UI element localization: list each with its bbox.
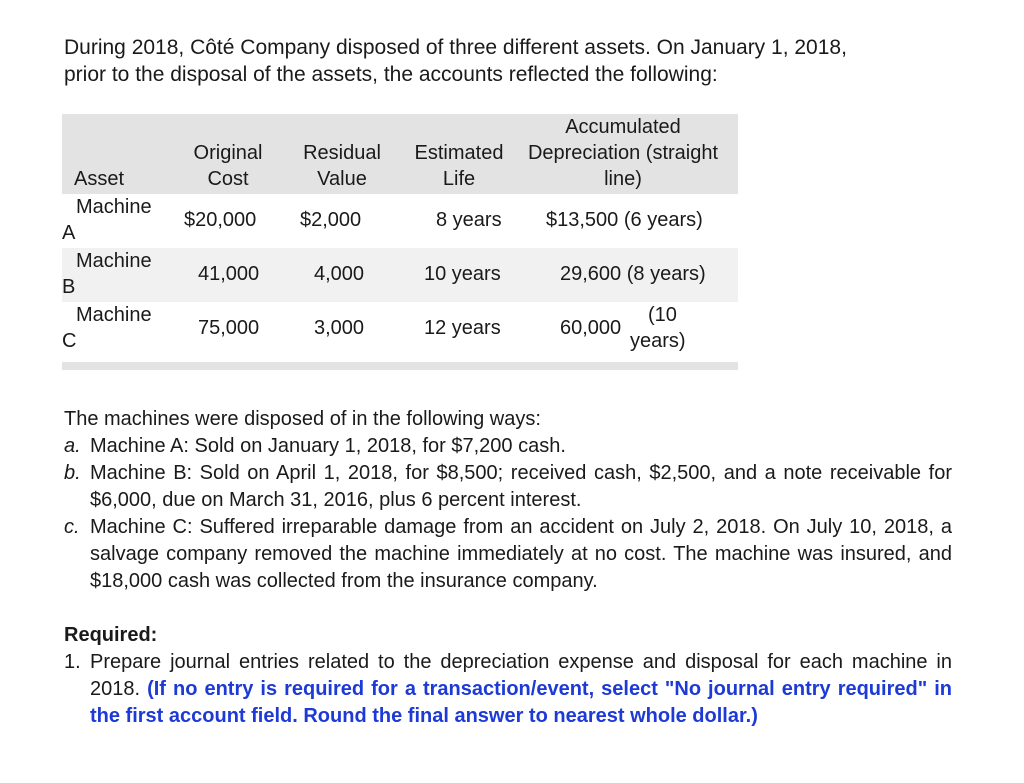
- list-item: [64, 649, 952, 730]
- asset-name-line-2: B: [62, 276, 76, 298]
- item-text: Machine B: Sold on April 1, 2018, for $8,500; received cash, $2,500, and a note receivable for $6,000, due on March 31, 2016, plus 6 percent interest.: [90, 462, 952, 511]
- asset-name-line-1: Machine: [76, 196, 152, 218]
- item-text: Machine A: Sold on January 1, 2018, for $7,200 cash.: [90, 435, 566, 457]
- table-header: [62, 114, 738, 194]
- intro-line-1: During 2018, Côté Company disposed of three different assets. On January 1, 2018,: [64, 36, 847, 59]
- asset-name-line-1: Machine: [76, 250, 152, 272]
- required-section: [64, 622, 952, 730]
- header-residual-value: Residual Value: [303, 142, 381, 190]
- accumulated-depreciation-years-line-1: (10: [648, 304, 677, 326]
- estimated-life: 8 years: [436, 209, 502, 231]
- intro-line-2: prior to the disposal of the assets, the accounts reflected the following:: [64, 63, 718, 86]
- table-footer-bar: [62, 362, 738, 370]
- header-accumulated-depreciation: Accumulated Depreciation (straight line): [527, 116, 719, 190]
- list-item: [64, 460, 952, 514]
- instruction-note: (If no entry is required for a transaction/event, select "No journal entry required" in the first account field. Round the final answer to nearest whole dollar.): [90, 678, 952, 727]
- item-text: Prepare journal entries related to the depreciation expense and disposal for each machine in 2018.: [90, 651, 952, 700]
- list-item: [64, 514, 952, 595]
- estimated-life: 12 years: [424, 317, 501, 339]
- accumulated-depreciation: 29,600 (8 years): [560, 263, 706, 285]
- asset-name-line-1: Machine: [76, 304, 152, 326]
- disposal-section: [64, 406, 952, 595]
- residual-value: 4,000: [314, 263, 365, 285]
- original-cost: 75,000: [198, 317, 260, 339]
- table-row: [62, 302, 738, 356]
- item-text: Machine C: Suffered irreparable damage from an accident on July 2, 2018. On July 10, 2018, a salvage company removed the machine immediately at no cost. The machine was insured, and $18,000 cash was collected from the insurance company.: [90, 516, 952, 592]
- residual-value: $2,000: [300, 209, 362, 231]
- estimated-life: 10 years: [424, 263, 501, 285]
- accumulated-depreciation: $13,500 (6 years): [546, 209, 703, 231]
- disposal-lead: The machines were disposed of in the following ways:: [64, 408, 541, 430]
- item-marker: c.: [64, 516, 80, 538]
- required-title: Required:: [64, 624, 158, 646]
- asset-name-line-2: C: [62, 330, 77, 352]
- header-original-cost: Original Cost: [193, 142, 263, 190]
- list-item: [64, 433, 952, 460]
- accumulated-depreciation-years-line-2: years): [630, 330, 686, 352]
- original-cost: 41,000: [198, 263, 260, 285]
- accumulated-depreciation-value: 60,000: [560, 317, 622, 339]
- residual-value: 3,000: [314, 317, 365, 339]
- table-row: [62, 194, 738, 248]
- header-asset: Asset: [74, 168, 125, 190]
- asset-table: [62, 114, 738, 356]
- intro-paragraph: [64, 34, 964, 88]
- header-estimated-life: Estimated Life: [414, 142, 504, 190]
- item-marker: 1.: [64, 651, 81, 673]
- original-cost: $20,000: [184, 209, 257, 231]
- item-marker: b.: [64, 462, 81, 484]
- item-marker: a.: [64, 435, 81, 457]
- asset-name-line-2: A: [62, 222, 76, 244]
- table-row: [62, 248, 738, 302]
